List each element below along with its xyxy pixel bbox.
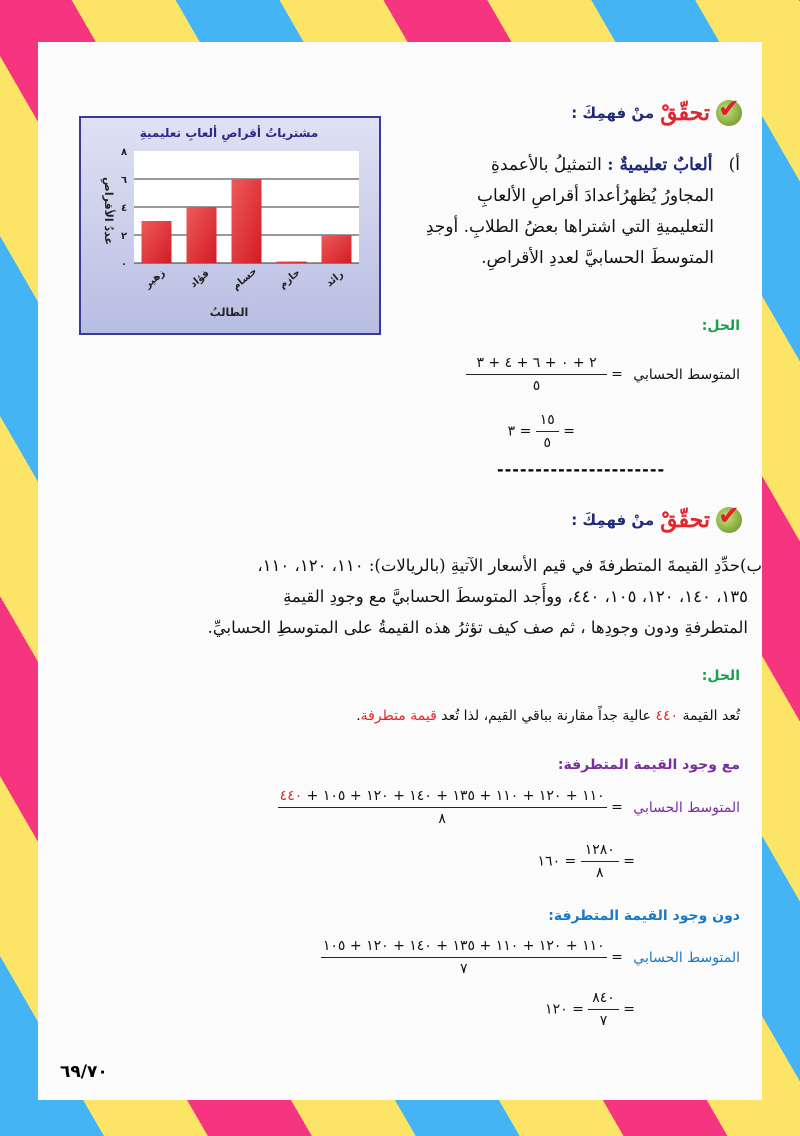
question-a-topic: ألعابٌ تعليميةٌ : (607, 155, 713, 175)
y-tick-label: ٤ (120, 203, 128, 214)
checkmark-icon (716, 100, 742, 126)
equals-sign: = (519, 423, 532, 440)
fraction (321, 938, 607, 977)
denominator: ٧ (599, 1013, 608, 1029)
fraction (588, 990, 619, 1029)
outlier-value: ٤٤٠ (655, 708, 679, 724)
fraction (466, 355, 606, 394)
result: ٣ (507, 423, 516, 440)
numerator: ١١٠ + ١٢٠ + ١١٠ + ١٣٥ + ١٤٠ + ١٢٠ + ١٠٥ + (302, 788, 605, 804)
bar-5 (322, 235, 352, 263)
question-b-line: ١٣٥، ١٤٠، ١٢٠، ١٠٥، ٤٤٠، ووأَجد المتوسطَ الحسابيَّ مع وجودِ القيمةِ (283, 587, 748, 606)
equals-sign: = (611, 949, 623, 966)
checkmark-icon (716, 507, 742, 533)
x-tick-label: زهير (142, 267, 168, 291)
bar-1 (142, 221, 172, 263)
outlier-statement (356, 708, 740, 724)
x-tick-label: حسام (230, 265, 260, 293)
bar-4 (277, 262, 307, 264)
question-a-line: التمثيلُ بالأعمدةِ (491, 155, 602, 175)
y-tick-label: ٦ (120, 175, 128, 186)
x-tick-label: فؤاد (188, 267, 212, 291)
without-outlier-equation-1 (321, 938, 740, 977)
equals-sign: = (623, 853, 635, 870)
separator: ---------------------- (497, 460, 666, 479)
statement-text: عالية جداً مقارنة بباقي القيم، لذا تُعد (441, 708, 652, 724)
mean-label: المتوسط الحسابي (633, 799, 740, 816)
mean-label: المتوسط الحسابي (633, 366, 740, 383)
fraction (581, 842, 619, 881)
numerator-outlier: ٤٤٠ (279, 788, 303, 804)
y-tick-label: ٨ (120, 147, 128, 158)
equals-sign: = (563, 423, 575, 440)
period: . (356, 708, 361, 724)
numerator: ٨٤٠ (588, 990, 619, 1010)
bar-2 (187, 207, 217, 263)
without-outlier-equation-2 (545, 990, 635, 1029)
fraction (278, 788, 607, 827)
numerator: ١١٠ + ١٢٠ + ١١٠ + ١٣٥ + ١٤٠ + ١٢٠ + ١٠٥ (321, 938, 607, 958)
question-b-line: ب)حدِّدِ القيمةَ المتطرفةَ في قيم الأسعار الآتيةِ (بالريالات): ١١٠، ١٢٠، ١١٠، (257, 556, 762, 575)
outlier-term: قيمة متطرفة (360, 708, 437, 724)
numerator: ٢ + ٠ + ٦ + ٤ + ٣ (466, 355, 606, 375)
mean-label: المتوسط الحسابي (633, 949, 740, 966)
equals-sign: = (623, 1001, 635, 1018)
question-a-line: التعليميةِ التي اشتراها بعضُ الطلابِ. أوجدِ (425, 217, 714, 237)
result: ١٢٠ (545, 1001, 568, 1018)
bar-chart (79, 116, 381, 335)
numerator: ١٥ (536, 412, 559, 432)
x-tick-label: حازم (277, 267, 303, 292)
y-tick-label: ٢ (120, 231, 128, 242)
with-outlier-equation-1 (278, 788, 740, 827)
header-title: تحقّقْ (660, 507, 710, 533)
equals-sign: = (611, 366, 623, 383)
question-b-line: المتطرفةِ ودون وجودِها ، ثم صف كيف تؤثرُ هذه القيمةُ على المتوسطِ الحسابيِّ. (207, 618, 748, 637)
equals-sign: = (564, 853, 577, 870)
header-subtitle: منْ فهمِكَ : (571, 511, 655, 529)
question-a-label: أ) (728, 155, 740, 175)
with-outlier-heading: مع وجود القيمة المتطرفة: (557, 757, 740, 773)
statement-text: تُعد القيمة (682, 708, 740, 724)
with-outlier-equation-2 (538, 842, 635, 881)
denominator: ٥ (543, 435, 552, 451)
question-a-line: المجاورُ يُظهرُأعدادَ أقراصِ الألعابِ (477, 186, 714, 206)
question-a (410, 150, 740, 274)
denominator: ٨ (596, 865, 604, 881)
solution-a-equation-1 (466, 355, 740, 394)
denominator: ٥ (532, 378, 541, 394)
chart-title: مشترياتُ أقراصِ ألعابِ تعليميةِ (139, 126, 319, 140)
bar-3 (232, 179, 262, 263)
y-axis-label: عددُ الأقراصِ (102, 177, 115, 245)
without-outlier-heading: دون وجود القيمة المتطرفة: (548, 908, 740, 924)
solution-b-label: الحل: (701, 668, 740, 684)
solution-a-equation-2 (508, 412, 575, 451)
question-b (82, 550, 762, 643)
x-axis-label: الطالبُ (209, 306, 249, 319)
solution-a-label: الحل: (701, 318, 740, 334)
x-tick-label: رائد (324, 268, 346, 290)
equals-sign: = (572, 1001, 584, 1018)
equals-sign: = (611, 799, 623, 816)
denominator: ٧ (460, 961, 468, 977)
result: ١٦٠ (537, 853, 561, 870)
check-understanding-header (571, 507, 742, 533)
denominator: ٨ (438, 811, 446, 827)
header-title: تحقّقْ (660, 100, 710, 126)
check-understanding-header (571, 100, 742, 126)
y-tick-label: ٠ (120, 259, 128, 270)
numerator: ١٢٨٠ (581, 842, 619, 862)
header-subtitle: منْ فهمِكَ : (571, 104, 655, 122)
fraction (536, 412, 559, 451)
question-a-line: المتوسطَ الحسابيَّ لعددِ الأقراصِ. (481, 248, 714, 268)
page-number: ٦٩/٧٠ (60, 1062, 108, 1082)
